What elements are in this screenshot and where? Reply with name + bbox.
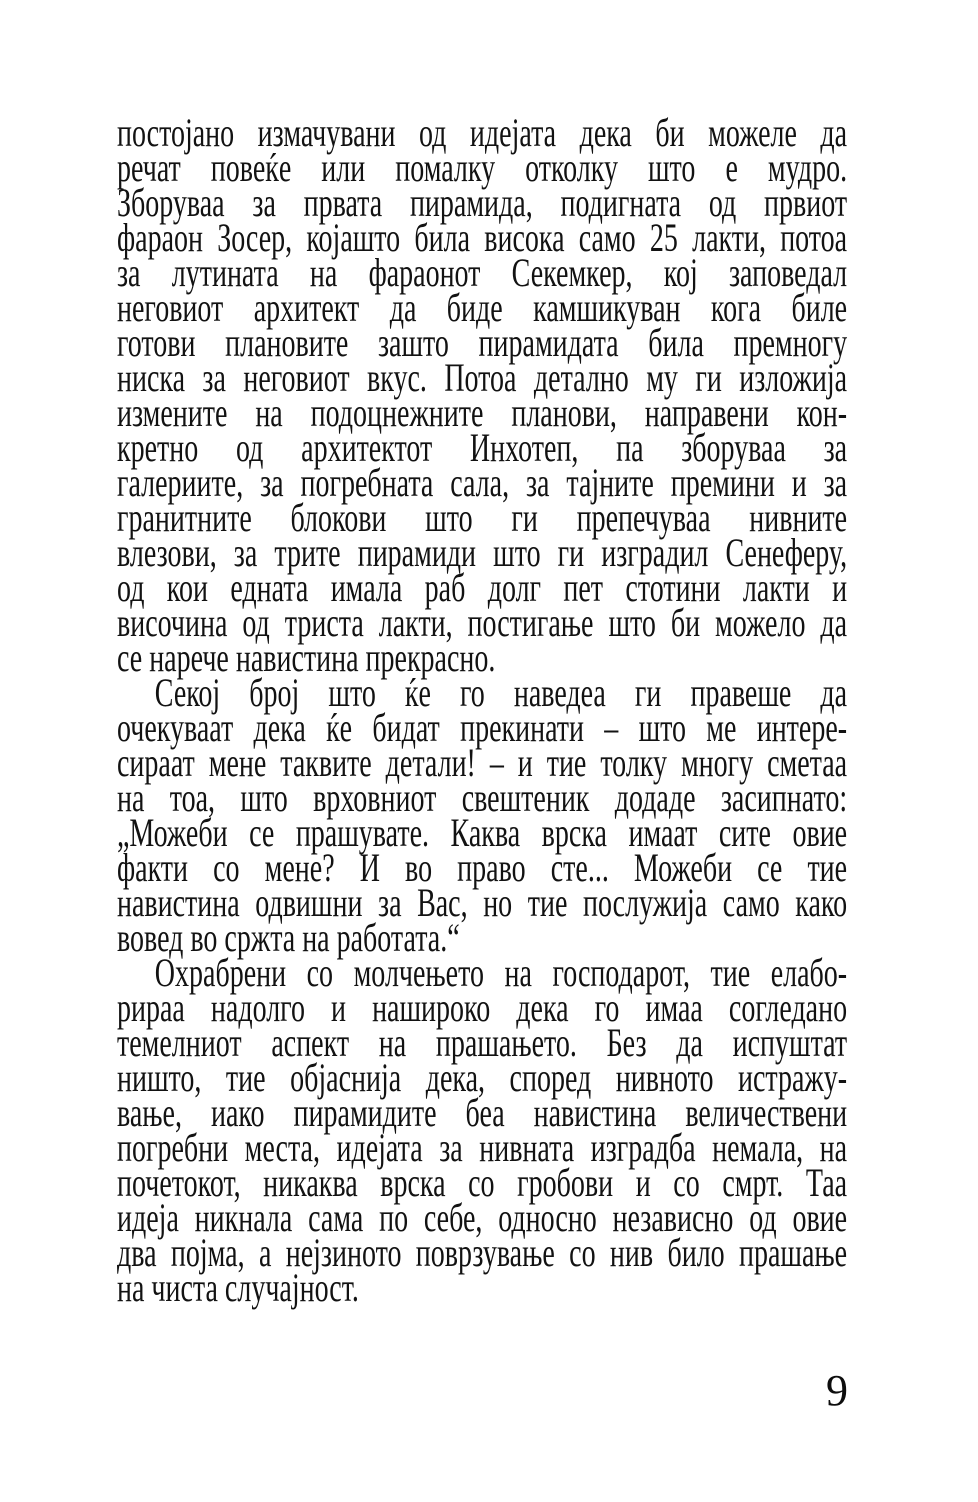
text-line: постојано измачувани од идејата дека би можеле да — [117, 110, 848, 155]
text-line: се нарече навистина прекрасно. — [117, 635, 496, 680]
text-line: на тоа, што врховниот свештеник додаде засипнато: — [117, 775, 848, 820]
text-line: вовед во сржта на работата.“ — [117, 915, 460, 960]
text-line: за лутината на фараонот Секемкер, кој заповедал — [117, 250, 848, 295]
text-line: рираа надолго и нашироко дека го имаа согледано — [117, 985, 848, 1030]
text-line: влезови, за трите пирамиди што ги изградил Сенеферу, — [117, 530, 848, 575]
text-line: очекуваат дека ќе бидат прекинати – што ме интере- — [117, 705, 848, 750]
text-line: височина од триста лакти, постигање што би можело да — [117, 600, 848, 645]
text-line: Охрабрени со молчењето на господарот, тие елабо- — [154, 950, 848, 995]
text-line: од кои едната имала раб долг пет стотини лакти и — [117, 565, 848, 610]
text-line: Секој број што ќе го наведеа ги правеше да — [154, 670, 848, 715]
text-line: Зборуваа за првата пирамида, подигната од првиот — [117, 180, 848, 225]
text-line: навистина одвишни за Вас, но тие послужија само како — [117, 880, 848, 925]
paragraph — [117, 670, 848, 960]
text-line: неговиот архитект да биде камшикуван кога биле — [117, 285, 848, 330]
page-number: 9 — [826, 1366, 848, 1415]
text-line: идеја никнала сама по себе, односно независно од овие — [117, 1195, 848, 1240]
paragraph — [117, 110, 848, 680]
text-line: „Можеби се прашувате. Каква врска имаат сите овие — [117, 810, 848, 855]
text-line: погребни места, идејата за нивната изградба немала, на — [117, 1125, 848, 1170]
text-line: на чиста случајност. — [117, 1265, 359, 1310]
text-line: вање, иако пирамидите беа навистина величествени — [117, 1090, 848, 1135]
text-line: гранитните блокови што ги препечуваа нивните — [117, 495, 848, 540]
text-line: ниска за неговиот вкус. Потоа детално му ги изложија — [117, 355, 848, 400]
text-line: измените на подоцнежните планови, направени кон- — [117, 390, 848, 435]
text-line: галериите, за погребната сала, за тајните премини и за — [117, 460, 848, 505]
text-line: почетокот, никаква врска со гробови и со смрт. Таа — [117, 1160, 848, 1205]
text-line: готови плановите зашто пирамидата била премногу — [117, 320, 848, 365]
text-line: фараон Зосер, којашто била висока само 25 лакти, потоа — [117, 215, 848, 260]
text-line: кретно од архитектот Инхотеп, па зборуваа за — [117, 425, 848, 470]
text-line: сираат мене таквите детали! – и тие толку многу сметаа — [117, 740, 848, 785]
text-line: два појма, а нејзиното поврзување со нив било прашање — [117, 1230, 848, 1275]
text-line: ништо, тие објаснија дека, според нивното истражу- — [117, 1055, 848, 1100]
text-line: темелниот аспект на прашањето. Без да испуштат — [117, 1020, 848, 1065]
text-block — [117, 110, 848, 1310]
paragraph — [117, 950, 848, 1310]
text-line: речат повеќе или помалку отколку што е мудро. — [117, 145, 848, 190]
text-line: факти со мене? И во право сте... Можеби се тие — [117, 845, 848, 890]
